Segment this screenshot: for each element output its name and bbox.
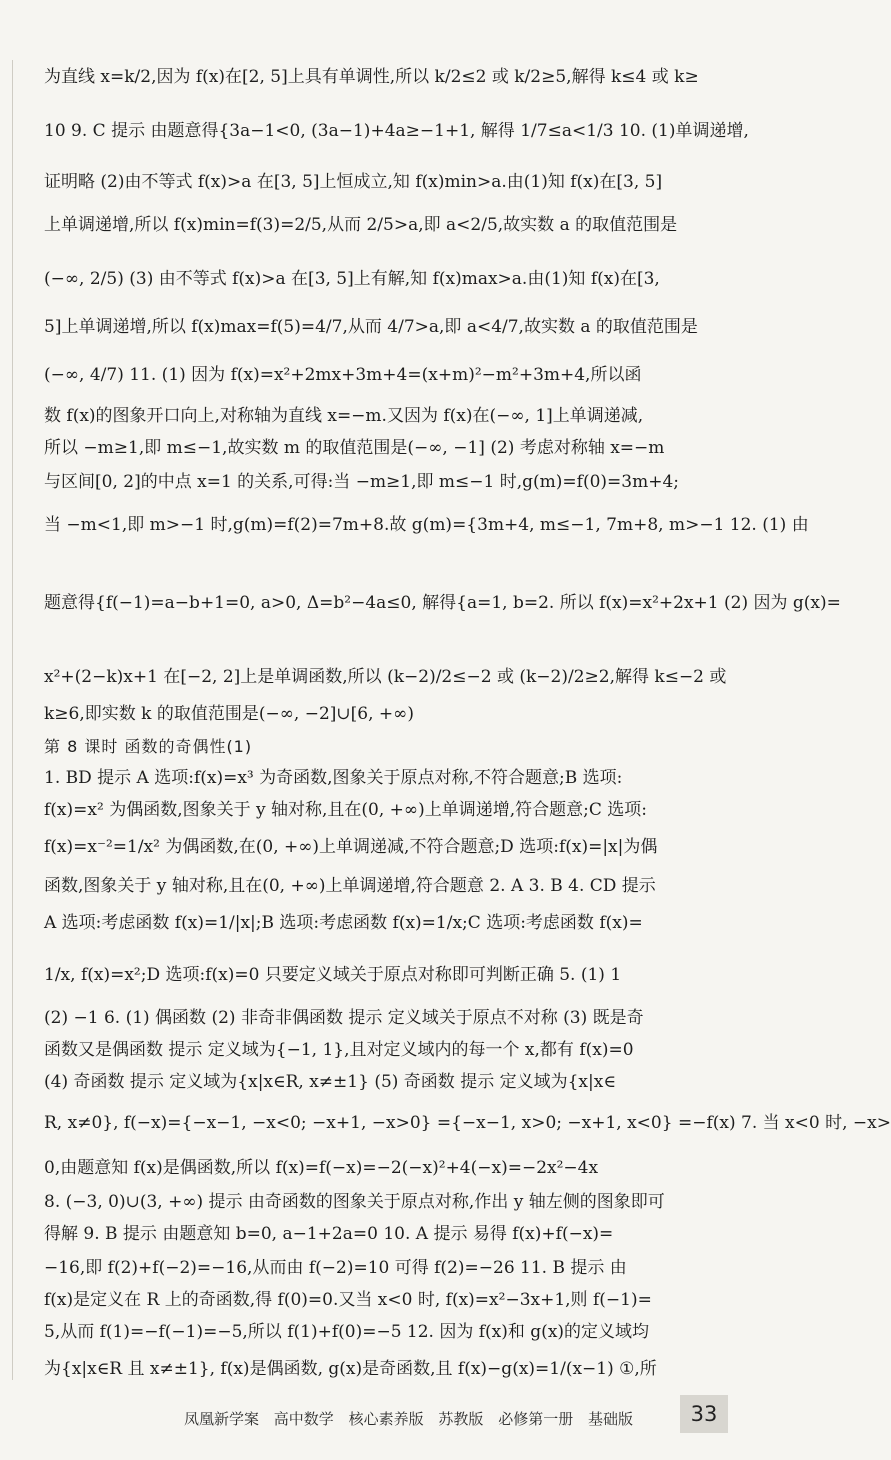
text-line: 5]上单调递增,所以 f(x)max=f(5)=4/7,从而 4/7>a,即 a<4/7,故实数 a 的取值范围是: [44, 317, 698, 337]
text-line: 为{x|x∈R 且 x≠±1}, f(x)是偶函数, g(x)是奇函数,且 f(x)−g(x)=1/(x−1) ①,所: [44, 1359, 657, 1379]
text-line: A 选项:考虑函数 f(x)=1/|x|;B 选项:考虑函数 f(x)=1/x;C 选项:考虑函数 f(x)=: [44, 913, 643, 933]
text-line: x²+(2−k)x+1 在[−2, 2]上是单调函数,所以 (k−2)/2≤−2 或 (k−2)/2≥2,解得 k≤−2 或: [44, 667, 727, 687]
text-line: 题意得{f(−1)=a−b+1=0, a>0, Δ=b²−4a≤0, 解得{a=1, b=2. 所以 f(x)=x²+2x+1 (2) 因为 g(x)=: [44, 593, 841, 613]
text-line: 为直线 x=k/2,因为 f(x)在[2, 5]上具有单调性,所以 k/2≤2 或 k/2≥5,解得 k≤4 或 k≥: [44, 67, 699, 87]
text-line: 数 f(x)的图象开口向上,对称轴为直线 x=−m.又因为 f(x)在(−∞, 1]上单调递减,: [44, 406, 644, 426]
text-line: 得解 9. B 提示 由题意知 b=0, a−1+2a=0 10. A 提示 易得 f(x)+f(−x)=: [44, 1224, 614, 1244]
text-line: 10 9. C 提示 由题意得{3a−1<0, (3a−1)+4a≥−1+1, 解得 1/7≤a<1/3 10. (1)单调递增,: [44, 121, 749, 141]
text-line: 1. BD 提示 A 选项:f(x)=x³ 为奇函数,图象关于原点对称,不符合题意;B 选项:: [44, 768, 623, 788]
text-line: f(x)是定义在 R 上的奇函数,得 f(0)=0.又当 x<0 时, f(x)=x²−3x+1,则 f(−1)=: [44, 1290, 652, 1310]
text-line: −16,即 f(2)+f(−2)=−16,从而由 f(−2)=10 可得 f(2)=−26 11. B 提示 由: [44, 1258, 627, 1278]
text-line: k≥6,即实数 k 的取值范围是(−∞, −2]∪[6, +∞): [44, 704, 414, 724]
text-line: 所以 −m≥1,即 m≤−1,故实数 m 的取值范围是(−∞, −1] (2) 考虑对称轴 x=−m: [44, 438, 665, 458]
footer-volume: 必修第一册: [498, 1410, 574, 1428]
text-line: 与区间[0, 2]的中点 x=1 的关系,可得:当 −m≥1,即 m≤−1 时,g(m)=f(0)=3m+4;: [44, 472, 680, 492]
text-line: 函数又是偶函数 提示 定义域为{−1, 1},且对定义域内的每一个 x,都有 f(x)=0: [44, 1040, 634, 1060]
text-line: (−∞, 2/5) (3) 由不等式 f(x)>a 在[3, 5]上有解,知 f(x)max>a.由(1)知 f(x)在[3,: [44, 269, 660, 289]
text-line: 上单调递增,所以 f(x)min=f(3)=2/5,从而 2/5>a,即 a<2/5,故实数 a 的取值范围是: [44, 215, 678, 235]
text-line: 1/x, f(x)=x²;D 选项:f(x)=0 只要定义域关于原点对称即可判断正确 5. (1) 1: [44, 965, 622, 985]
footer-subject: 高中数学: [273, 1410, 334, 1428]
text-line: f(x)=x² 为偶函数,图象关于 y 轴对称,且在(0, +∞)上单调递增,符合题意;C 选项:: [44, 800, 647, 820]
text-line: 函数,图象关于 y 轴对称,且在(0, +∞)上单调递增,符合题意 2. A 3. B 4. CD 提示: [44, 876, 656, 896]
page-number: 33: [680, 1395, 728, 1433]
text-line: 8. (−3, 0)∪(3, +∞) 提示 由奇函数的图象关于原点对称,作出 y 轴左侧的图象即可: [44, 1192, 665, 1212]
text-line: (2) −1 6. (1) 偶函数 (2) 非奇非偶函数 提示 定义域关于原点不对称 (3) 既是奇: [44, 1008, 644, 1028]
section-title: 第 8 课时 函数的奇偶性(1): [44, 737, 253, 756]
text-line: R, x≠0}, f(−x)={−x−1, −x<0; −x+1, −x>0} ={−x−1, x>0; −x+1, x<0} =−f(x) 7. 当 x<0 时, −x>: [44, 1113, 891, 1133]
text-line: 0,由题意知 f(x)是偶函数,所以 f(x)=f(−x)=−2(−x)²+4(−x)=−2x²−4x: [44, 1158, 599, 1178]
footer-level: 基础版: [587, 1410, 633, 1428]
text-line: (4) 奇函数 提示 定义域为{x|x∈R, x≠±1} (5) 奇函数 提示 定义域为{x|x∈: [44, 1072, 616, 1092]
text-line: 5,从而 f(1)=−f(−1)=−5,所以 f(1)+f(0)=−5 12. 因为 f(x)和 g(x)的定义域均: [44, 1322, 650, 1342]
text-line: 当 −m<1,即 m>−1 时,g(m)=f(2)=7m+8.故 g(m)={3m+4, m≤−1, 7m+8, m>−1 12. (1) 由: [44, 515, 809, 535]
margin-rule: [12, 60, 13, 1380]
text-line: f(x)=x⁻²=1/x² 为偶函数,在(0, +∞)上单调递减,不符合题意;D 选项:f(x)=|x|为偶: [44, 837, 658, 857]
footer-edition: 核心素养版: [348, 1410, 424, 1428]
footer-publisher: 苏教版: [438, 1410, 484, 1428]
footer: [184, 1408, 643, 1429]
footer-series: 凤凰新学案: [184, 1410, 260, 1428]
text-line: 证明略 (2)由不等式 f(x)>a 在[3, 5]上恒成立,知 f(x)min>a.由(1)知 f(x)在[3, 5]: [44, 172, 663, 192]
text-line: (−∞, 4/7) 11. (1) 因为 f(x)=x²+2mx+3m+4=(x+m)²−m²+3m+4,所以函: [44, 365, 642, 385]
